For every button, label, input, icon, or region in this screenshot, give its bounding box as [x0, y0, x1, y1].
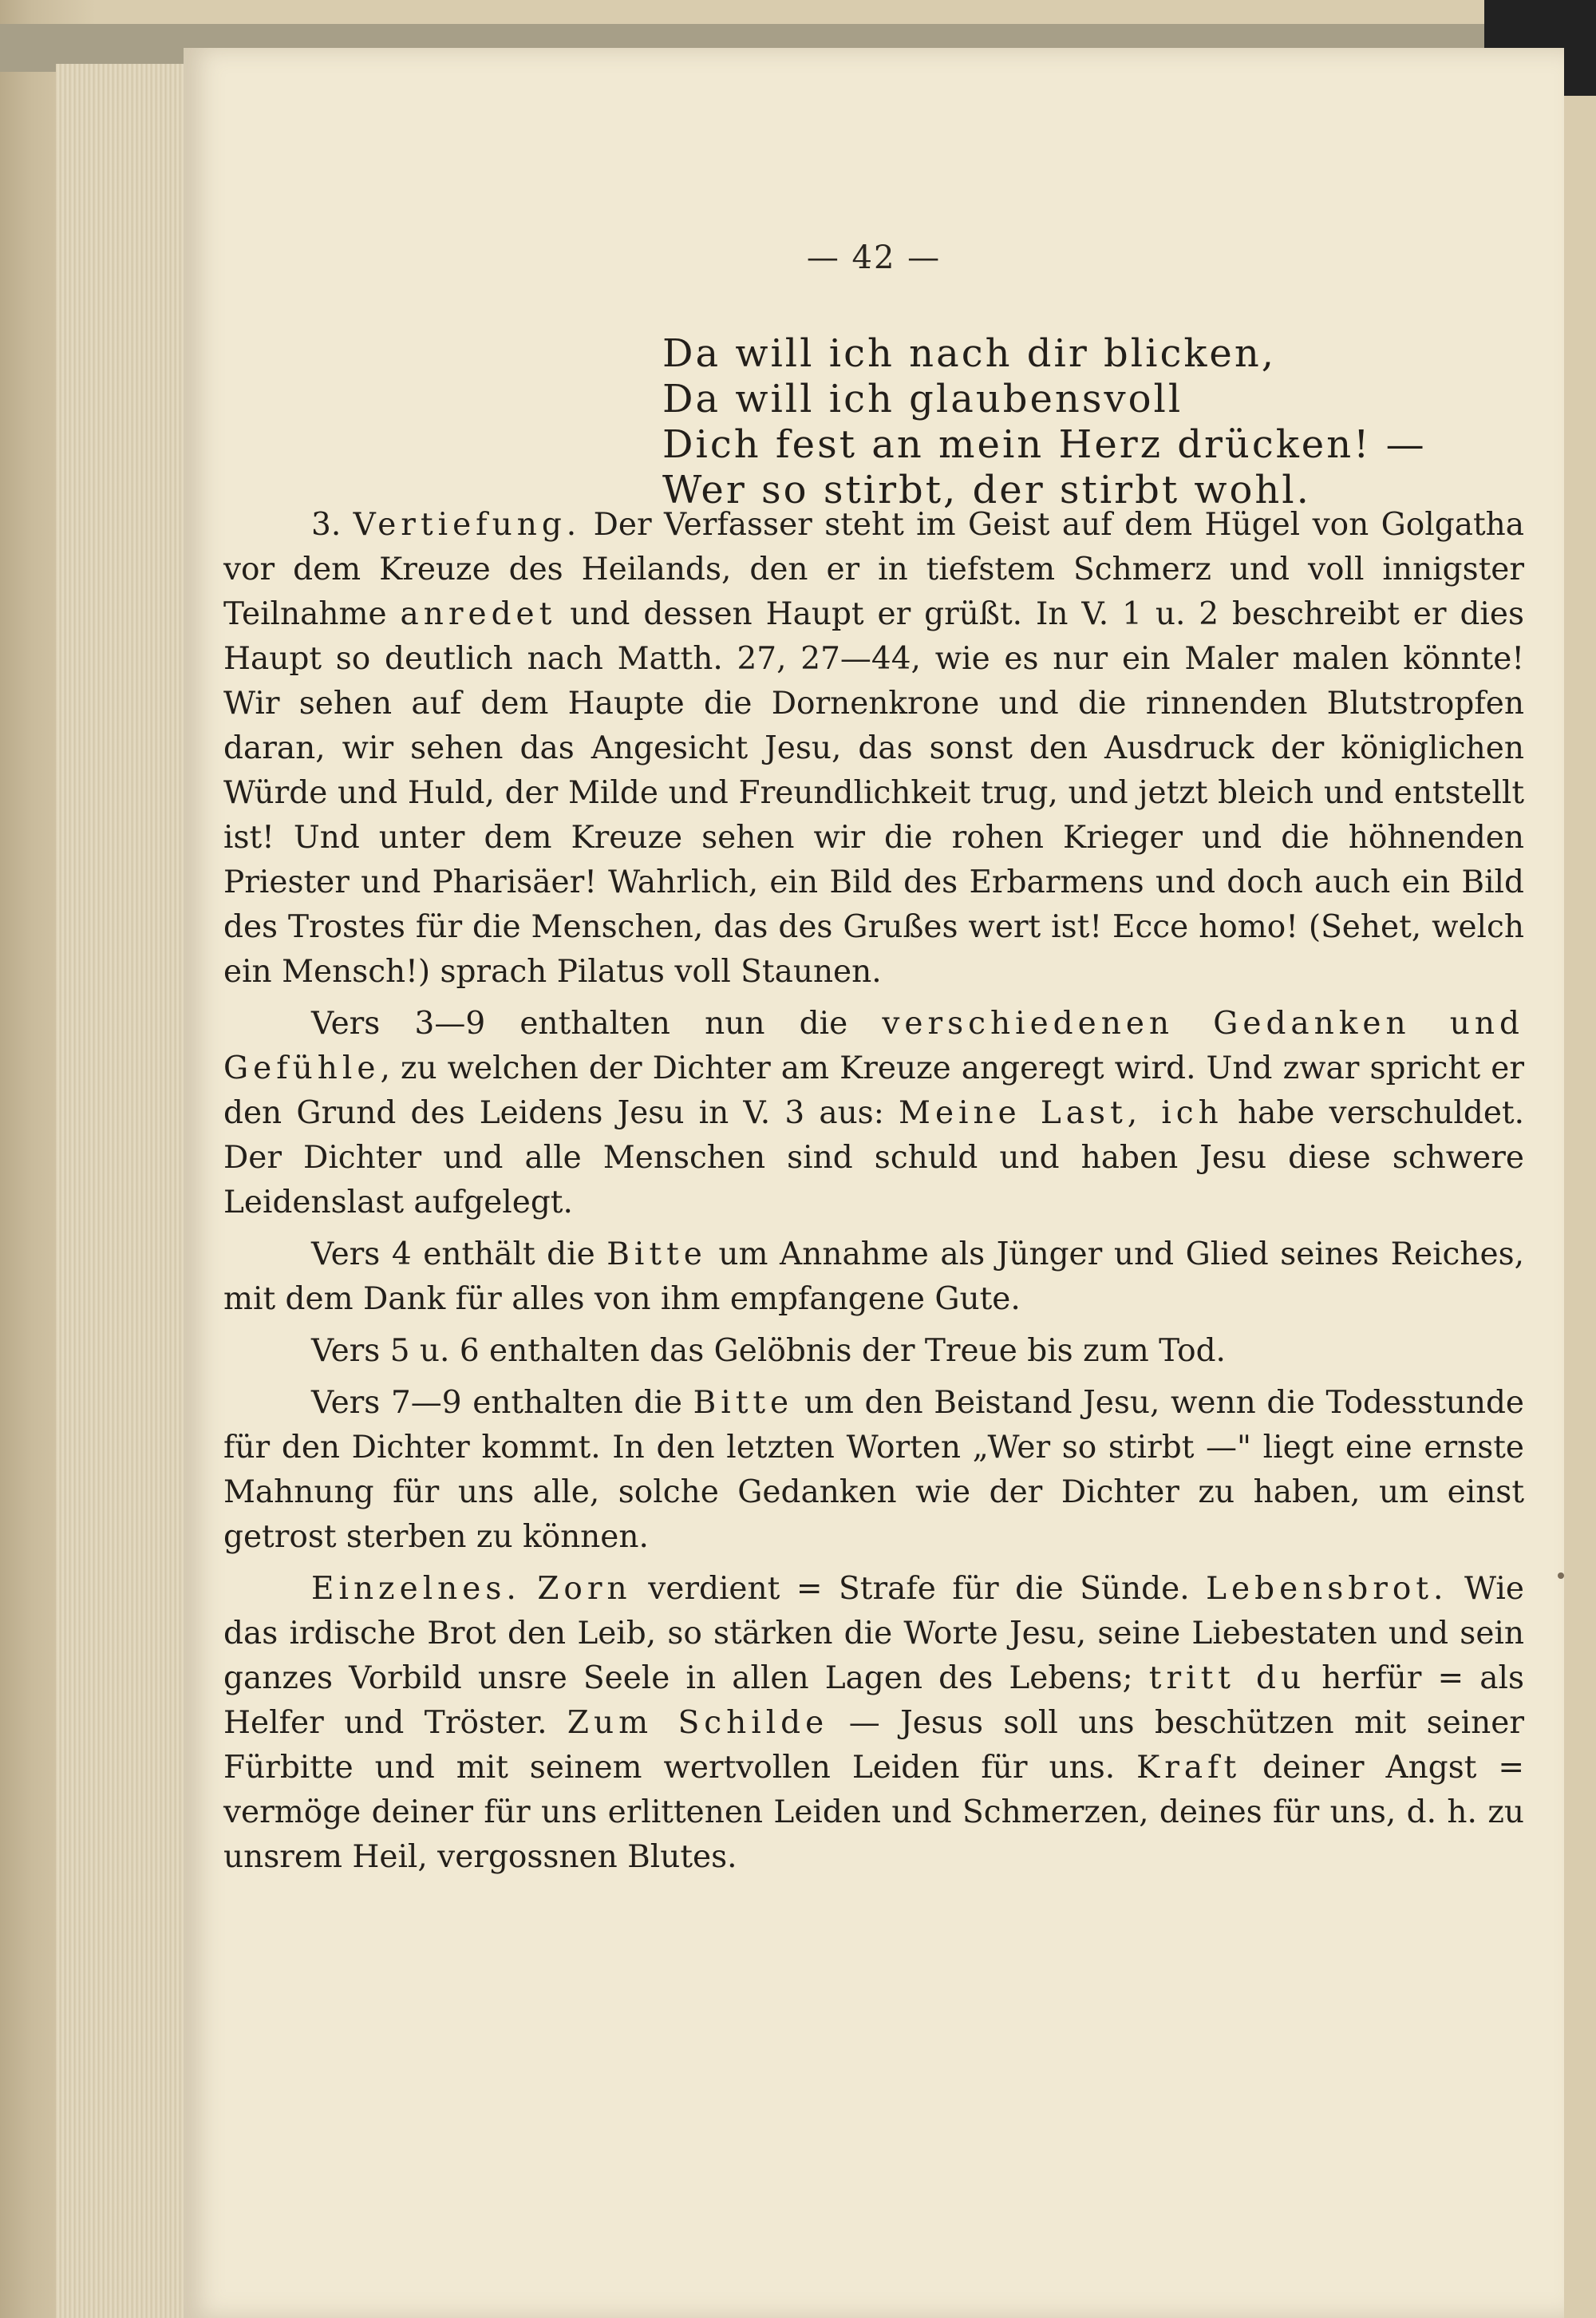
section-heading: Vertiefung.	[353, 507, 582, 543]
poem-stanza	[662, 331, 1460, 513]
poem-line: Dich fest an mein Herz drücken! —	[662, 422, 1427, 467]
page-edges	[56, 64, 200, 2318]
paragraph-verse-7-9: Vers 7—9 enthalten die Bitte um den Beistand Jesu, wenn die Todesstunde für den Dichter kommt. In den letzten Worten „Wer so stirbt —" liegt eine ernste Mahnung für uns alle, solche Gedanken wie der Dichter zu haben, um einst getrost sterben zu können.	[223, 1385, 1524, 1555]
paper-speck	[1558, 1572, 1564, 1579]
paragraph-verse-4: Vers 4 enthält die Bitte um Annahme als Jünger und Glied seines Reiches, mit dem Dank für alles von ihm empfangene Gute.	[223, 1236, 1524, 1317]
poem-line: Da will ich glaubensvoll	[662, 377, 1183, 421]
paragraph-verse-5-6: Vers 5 u. 6 enthalten das Gelöbnis der Treue bis zum Tod.	[311, 1333, 1226, 1369]
poem-line: Da will ich nach dir blicken,	[662, 331, 1277, 376]
page-number: — 42 —	[806, 239, 942, 276]
paragraph-vertiefung: 3. Vertiefung. Der Verfasser steht im Geist auf dem Hügel von Golgatha vor dem Kreuze des Heilands, den er in tiefstem Schmerz und voll innigster Teilnahme anredet und dessen Haupt er grüßt. In V. 1 u. 2 beschreibt er dies Haupt so deutlich nach Matth. 27, 27—44, wie es nur ein Maler malen könnte! Wir sehen auf dem Haupte die Dornenkrone und die rinnenden Blutstropfen daran, wir sehen das Angesicht Jesu, das sonst den Ausdruck der königlichen Würde und Huld, der Milde und Freundlichkeit trug, und jetzt bleich und entstellt ist! Und unter dem Kreuze sehen wir die rohen Krieger und die höhnenden Priester und Pharisäer! Wahrlich, ein Bild des Erbarmens und doch auch ein Bild des Trostes für die Menschen, das des Grußes wert ist! Ecce homo! (Sehet, welch ein Mensch!) sprach Pilatus voll Staunen.	[223, 507, 1524, 990]
body-text	[223, 503, 1524, 1887]
poem-line: Wer so stirbt, der stirbt wohl.	[662, 468, 1311, 512]
section-heading: Einzelnes.	[311, 1571, 521, 1607]
paragraph-einzelnes: Einzelnes. Zorn verdient = Strafe für die Sünde. Lebensbrot. Wie das irdische Brot den Leib, so stärken die Worte Jesu, seine Liebestaten und sein ganzes Vorbild unsre Seele in allen Lagen des Lebens; tritt du herfür = als Helfer und Tröster. Zum Schilde — Jesus soll uns beschützen mit seiner Fürbitte und mit seinem wertvollen Leiden für uns. Kraft deiner Angst = vermöge deiner für uns erlittenen Leiden und Schmerzen, deines für uns, d. h. zu unsrem Heil, vergossnen Blutes.	[223, 1571, 1525, 1875]
paragraph-verse-3-9: Vers 3—9 enthalten nun die verschiedenen Gedanken und Gefühle, zu welchen der Dichter am Kreuze angeregt wird. Und zwar spricht er den Grund des Leidens Jesu in V. 3 aus: Meine Last, ich habe verschuldet. Der Dichter und alle Menschen sind schuld und haben Jesu diese schwere Leidenslast aufgelegt.	[223, 1006, 1524, 1220]
